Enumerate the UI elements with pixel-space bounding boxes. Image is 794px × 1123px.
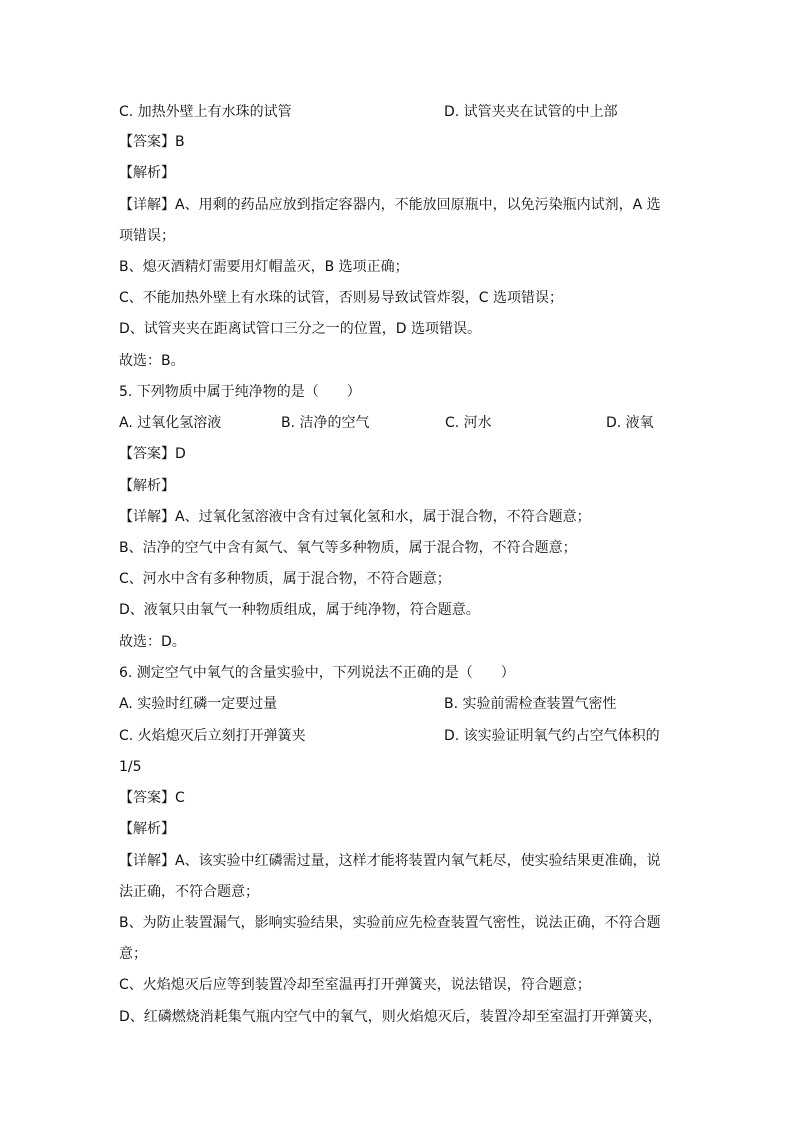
q6-analysis-label: 【解析】 (119, 821, 175, 837)
q5-stem: 5. 下列物质中属于纯净物的是（ ） (119, 384, 361, 400)
q6-detail-b-line2: 意； (119, 946, 147, 962)
q4-detail-d: D、试管夹夹在距离试管口三分之一的位置，D 选项错误。 (119, 321, 482, 337)
q6-option-d: D. 该实验证明氧气约占空气体积的 (444, 728, 660, 744)
q6-option-a: A. 实验时红磷一定要过量 (119, 696, 278, 712)
q5-detail-b: B、洁净的空气中含有氮气、氧气等多种物质，属于混合物，不符合题意； (119, 540, 577, 556)
q5-detail-d: D、液氧只由氧气一种物质组成，属于纯净物，符合题意。 (119, 602, 480, 618)
q5-detail-a: 【详解】A、过氧化氢溶液中含有过氧化氢和水，属于混合物，不符合题意； (119, 509, 591, 525)
q6-detail-b-line1: B、为防止装置漏气，影响实验结果，实验前应先检查装置气密性，说法正确，不符合题 (119, 915, 661, 931)
q4-detail-b: B、熄灭酒精灯需要用灯帽盖灭，B 选项正确； (119, 259, 409, 275)
q5-answer: 【答案】D (119, 446, 186, 462)
q6-detail-a-line2: 法正确，不符合题意； (119, 884, 259, 900)
q4-conclusion: 故选：B。 (119, 353, 185, 369)
q6-option-c: C. 火焰熄灭后立刻打开弹簧夹 (119, 728, 306, 744)
q6-option-b: B. 实验前需检查装置气密性 (444, 696, 617, 712)
q4-detail-c: C、不能加热外壁上有水珠的试管，否则易导致试管炸裂，C 选项错误； (119, 290, 563, 306)
q4-detail-a-line1: 【详解】A、用剩的药品应放到指定容器内，不能放回原瓶中，以免污染瓶内试剂，A 选 (119, 197, 661, 213)
q6-detail-a-line1: 【详解】A、该实验中红磷需过量，这样才能将装置内氧气耗尽，使实验结果更准确，说 (119, 853, 661, 869)
q4-option-d: D. 试管夹夹在试管的中上部 (444, 104, 618, 120)
q6-detail-c: C、火焰熄灭后应等到装置冷却至室温再打开弹簧夹，说法错误，符合题意； (119, 977, 591, 993)
q5-option-d: D. 液氧 (606, 415, 654, 431)
q5-option-c: C. 河水 (445, 415, 492, 431)
q6-answer: 【答案】C (119, 790, 185, 806)
q4-detail-a-line2: 项错误； (119, 228, 175, 244)
q5-analysis-label: 【解析】 (119, 478, 175, 494)
q4-answer: 【答案】B (119, 134, 185, 150)
q5-option-b: B. 洁净的空气 (281, 415, 370, 431)
q6-stem: 6. 测定空气中氧气的含量实验中，下列说法不正确的是（ ） (119, 665, 515, 681)
q6-option-d-continued: 1/5 (119, 759, 142, 775)
q4-option-c: C. 加热外壁上有水珠的试管 (119, 104, 292, 120)
q4-analysis-label: 【解析】 (119, 165, 175, 181)
q6-detail-d-line1: D、红磷燃烧消耗集气瓶内空气中的氧气，则火焰熄灭后，装置冷却至室温打开弹簧夹， (119, 1009, 662, 1025)
q5-conclusion: 故选：D。 (119, 634, 186, 650)
q5-detail-c: C、河水中含有多种物质，属于混合物，不符合题意； (119, 571, 451, 587)
q5-option-a: A. 过氧化氢溶液 (119, 415, 222, 431)
